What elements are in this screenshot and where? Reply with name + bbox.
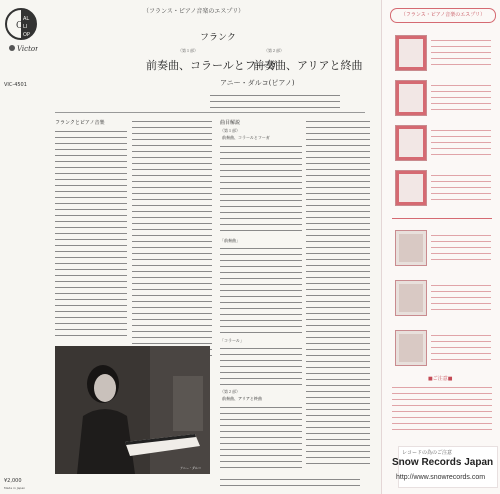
album-thumb-7 bbox=[395, 330, 427, 366]
svg-text:OP: OP bbox=[23, 32, 30, 38]
obi-notice-heading: ■ご注意■ bbox=[428, 376, 453, 382]
obi-notice-label: レコードの為のご注意 bbox=[402, 450, 453, 456]
column3-text-b bbox=[220, 245, 302, 335]
column3-text-a bbox=[220, 143, 302, 235]
obi-text-7 bbox=[431, 332, 491, 362]
price: ¥2,000 bbox=[4, 478, 22, 484]
obi-text-4 bbox=[431, 172, 491, 202]
photo-caption: アニー・ダルコ bbox=[180, 466, 201, 470]
inline-chorale: 「コラール」 bbox=[220, 338, 244, 343]
album-thumb-1 bbox=[395, 35, 427, 71]
album-thumb-6 bbox=[395, 280, 427, 316]
part1-title: 前奏曲、コラールとフーガ bbox=[222, 135, 270, 140]
left-heading: フランクとピアノ音楽 bbox=[55, 120, 105, 126]
column2-text bbox=[132, 118, 212, 360]
watermark-url: http://www.snowrecords.com bbox=[396, 474, 486, 481]
footer-credits bbox=[220, 476, 360, 486]
artist-photo bbox=[55, 346, 210, 474]
column4-text bbox=[306, 118, 370, 468]
album-thumb-2 bbox=[395, 80, 427, 116]
obi-divider bbox=[392, 218, 492, 219]
part1-label: （第１部） bbox=[220, 128, 240, 133]
victor-logo bbox=[8, 38, 38, 53]
credits-block bbox=[210, 92, 340, 110]
part2-title: 前奏曲、アリアと終曲 bbox=[222, 396, 262, 401]
part2-label: （第２部） bbox=[220, 389, 240, 394]
brand-text: Victor bbox=[17, 45, 38, 53]
album-thumb-5 bbox=[395, 230, 427, 266]
svg-text:LI: LI bbox=[23, 24, 28, 30]
made-in: Made in Japan bbox=[4, 486, 26, 490]
obi-text-3 bbox=[431, 127, 491, 157]
performer: アニー・ダルコ(ピアノ) bbox=[220, 79, 295, 87]
column1-text bbox=[55, 128, 127, 338]
obi-text-5 bbox=[431, 232, 491, 262]
inline-prelude: 「前奏曲」 bbox=[220, 238, 240, 243]
svg-text:C: C bbox=[16, 21, 23, 31]
composer-name: フランク bbox=[200, 33, 236, 43]
catalog-number: VIC-4501 bbox=[4, 82, 27, 88]
obi-text-2 bbox=[431, 82, 491, 112]
work2-title: 前奏曲、アリアと終曲 bbox=[253, 59, 363, 72]
obi-series: （フランス・ピアノ音楽のエスプリ） bbox=[390, 8, 496, 23]
watermark-title: Snow Records Japan bbox=[392, 457, 494, 468]
work1-title: 前奏曲、コラールとフーガ bbox=[146, 59, 278, 72]
obi-notice-text bbox=[392, 384, 492, 432]
column3-text-c bbox=[220, 345, 302, 385]
series-title: （フランス・ピアノ音楽のエスプリ） bbox=[143, 8, 245, 15]
header-rule bbox=[55, 112, 365, 113]
obi-text-1 bbox=[431, 37, 491, 67]
right-heading: 曲目解説 bbox=[220, 120, 241, 126]
album-thumb-3 bbox=[395, 125, 427, 161]
work1-prefix: （第１部） bbox=[178, 48, 198, 53]
album-thumb-4 bbox=[395, 170, 427, 206]
svg-text:AL: AL bbox=[23, 16, 30, 22]
obi-text-6 bbox=[431, 282, 491, 312]
work2-prefix: （第２部） bbox=[264, 48, 284, 53]
column3-text-d bbox=[220, 404, 302, 470]
